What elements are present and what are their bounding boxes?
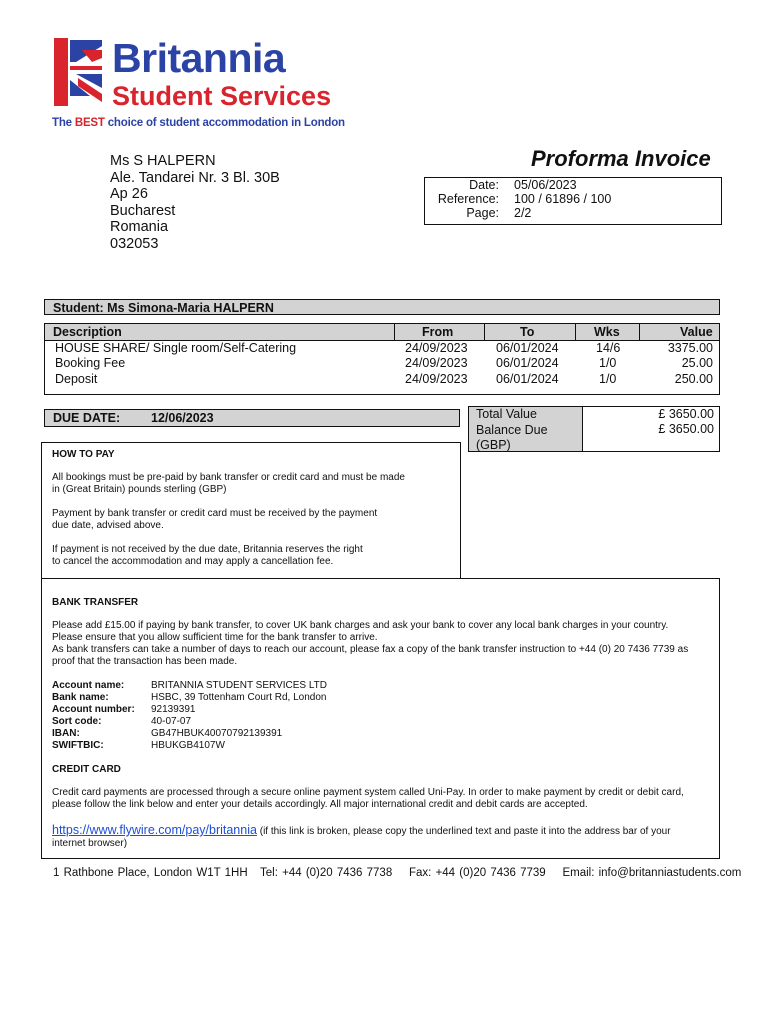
address-line: Bucharest — [110, 202, 176, 219]
bank-transfer-text: Please ensure that you allow sufficient time for the bank transfer to arrive. — [52, 632, 378, 643]
document-title: Proforma Invoice — [531, 146, 711, 171]
line-items-table — [44, 323, 720, 395]
how-to-pay-text: Payment by bank transfer or credit card must be received by the payment — [52, 508, 378, 519]
totals-box — [468, 406, 720, 452]
tagline-best: BEST — [74, 117, 105, 129]
due-date-bar — [44, 409, 460, 427]
balance-due-value: £ 3650.00 — [658, 422, 714, 436]
row-from: 24/09/2023 — [405, 341, 468, 355]
payment-link-line — [52, 824, 671, 838]
invoice-meta-box — [424, 177, 722, 225]
bank-name-label: Bank name: — [52, 692, 109, 703]
logo-subtitle: Student Services — [112, 81, 332, 111]
row-from: 24/09/2023 — [405, 356, 468, 370]
row-value: 3375.00 — [667, 341, 713, 355]
account-name-value: BRITANNIA STUDENT SERVICES LTD — [151, 680, 327, 691]
tagline-post: choice of student accommodation in London — [107, 117, 345, 129]
row-wks: 14/6 — [596, 341, 621, 355]
sort-code-label: Sort code: — [52, 716, 102, 727]
payment-link-note-2: internet browser) — [52, 838, 128, 849]
account-number-label: Account number: — [52, 704, 135, 715]
account-number-value: 92139391 — [151, 704, 196, 715]
totals-labels — [469, 407, 583, 451]
row-description: HOUSE SHARE/ Single room/Self-Catering — [55, 341, 297, 355]
total-value-label: Total Value — [476, 407, 537, 421]
bank-name-value: HSBC, 39 Tottenham Court Rd, London — [151, 692, 327, 703]
account-name-label: Account name: — [52, 680, 125, 691]
how-to-pay-text: to cancel the accommodation and may apply a cancellation fee. — [52, 556, 334, 567]
union-flag-icon — [52, 36, 104, 108]
header-description: Description — [53, 325, 122, 339]
row-from: 24/09/2023 — [405, 372, 468, 386]
how-to-pay-text: due date, advised above. — [52, 520, 164, 531]
reference-label: Reference: — [437, 192, 499, 206]
bank-transfer-text: Please add £15.00 if paying by bank transfer, to cover UK bank charges and ask your bank to cover any local bank charges in your country. — [52, 620, 669, 631]
logo-tagline — [52, 117, 345, 129]
payment-link-note: (if this link is broken, please copy the underlined text and paste it into the address bar of your — [259, 826, 671, 837]
header-value: Value — [680, 325, 713, 339]
tagline-pre: The — [52, 117, 72, 129]
address-line: Ms S HALPERN — [110, 153, 216, 169]
recipient-address — [110, 153, 280, 252]
row-wks: 1/0 — [599, 372, 617, 386]
student-name-bar: Student: Ms Simona-Maria HALPERN — [44, 299, 720, 315]
balance-currency-label: (GBP) — [476, 438, 511, 452]
credit-card-text: please follow the link below and enter your details accordingly. All major international credit and debit cards are accepted. — [52, 799, 588, 810]
date-label: Date: — [469, 178, 499, 192]
row-value: 250.00 — [674, 372, 713, 386]
bank-transfer-text: proof that the transaction has been made. — [52, 656, 238, 667]
row-to: 06/01/2024 — [496, 356, 559, 370]
credit-card-title: CREDIT CARD — [52, 764, 121, 775]
iban-label: IBAN: — [52, 728, 80, 739]
swift-label: SWIFTBIC: — [52, 740, 104, 751]
how-to-pay-box — [41, 442, 461, 579]
swift-value: HBUKGB4107W — [151, 740, 225, 751]
row-description: Booking Fee — [55, 356, 126, 370]
date-value: 05/06/2023 — [514, 178, 577, 192]
reference-value: 100 / 61896 / 100 — [514, 192, 612, 206]
how-to-pay-title: HOW TO PAY — [52, 449, 115, 460]
total-value: £ 3650.00 — [658, 407, 714, 421]
how-to-pay-text: If payment is not received by the due date, Britannia reserves the right — [52, 544, 363, 555]
row-description: Deposit — [55, 372, 98, 386]
address-line: 032053 — [110, 235, 159, 252]
bank-transfer-text: As bank transfers can take a number of days to reach our account, please fax a copy of the bank transfer instruction to +44 (0) 20 7436 7739 as — [52, 644, 689, 655]
row-wks: 1/0 — [599, 356, 617, 370]
row-value: 25.00 — [681, 356, 713, 370]
header-from: From — [422, 325, 454, 339]
payment-link[interactable]: https://www.flywire.com/pay/britannia — [52, 823, 257, 837]
footer-contact: 1 Rathbone Place, London W1T 1HH Tel: +44 (0)20 7436 7738 Fax: +44 (0)20 7436 7739 Email: info@britanniastudents.com — [53, 867, 742, 879]
payment-methods-box — [41, 578, 720, 859]
bank-transfer-title: BANK TRANSFER — [52, 597, 139, 608]
row-to: 06/01/2024 — [496, 372, 559, 386]
address-line: Romania — [110, 219, 169, 235]
page-label: Page: — [466, 206, 499, 220]
due-date-label: DUE DATE: — [53, 411, 121, 425]
how-to-pay-text: All bookings must be pre-paid by bank transfer or credit card and must be made — [52, 472, 405, 483]
how-to-pay-text: in (Great Britain) pounds sterling (GBP) — [52, 484, 227, 495]
due-date-value: 12/06/2023 — [151, 411, 214, 425]
balance-due-label: Balance Due — [476, 422, 548, 437]
row-to: 06/01/2024 — [496, 341, 559, 355]
logo-title: Britannia — [112, 35, 286, 81]
credit-card-text: Credit card payments are processed through a secure online payment system called Uni-Pay. In order to make payment by credit or debit card, — [52, 787, 684, 798]
address-line: Ap 26 — [110, 186, 148, 202]
sort-code-value: 40-07-07 — [151, 716, 192, 727]
header-wks: Wks — [594, 325, 620, 339]
iban-value: GB47HBUK40070792139391 — [151, 728, 283, 739]
table-header — [45, 324, 719, 341]
page-value: 2/2 — [514, 206, 532, 220]
address-line: Ale. Tandarei Nr. 3 Bl. 30B — [110, 169, 280, 186]
header-to: To — [520, 325, 535, 339]
